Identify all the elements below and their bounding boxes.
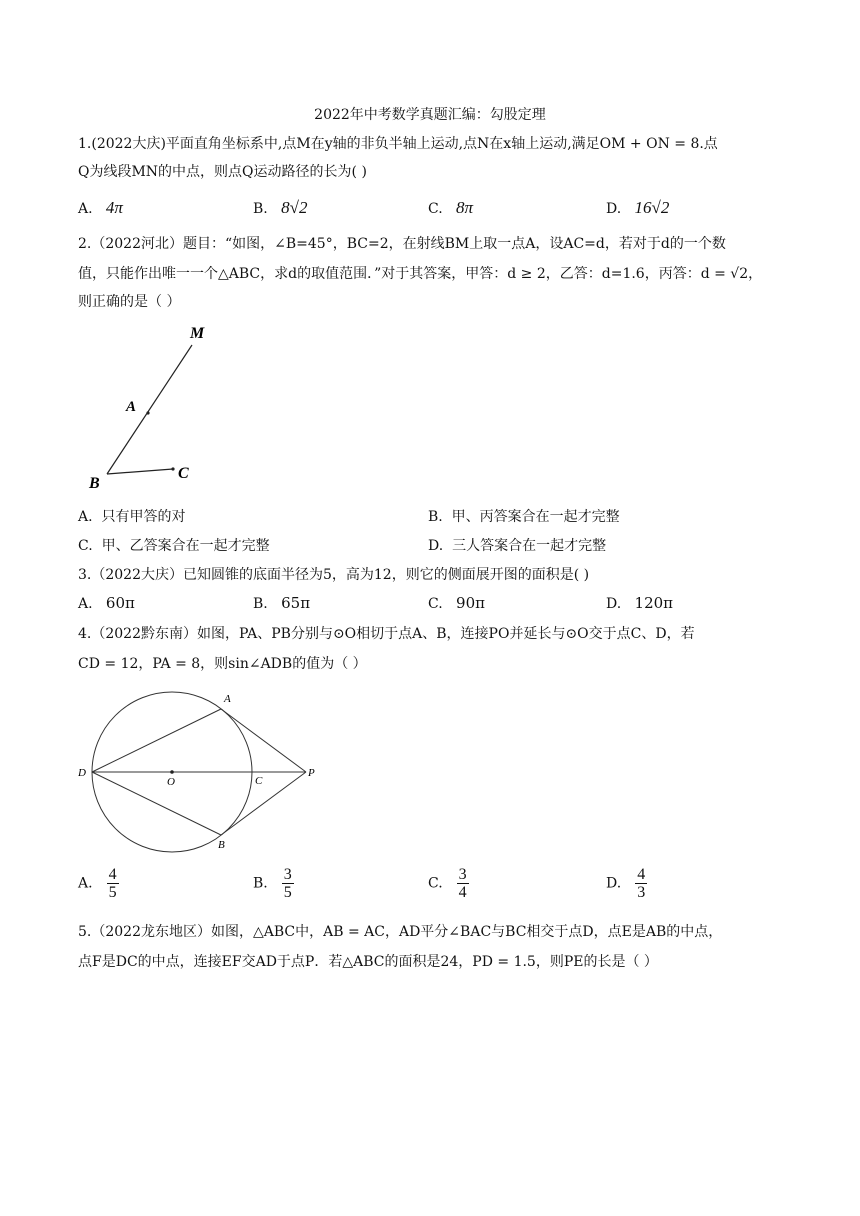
q1-option-d xyxy=(606,198,669,218)
q2-option-d xyxy=(428,535,606,555)
option-fraction xyxy=(107,866,119,901)
option-value: 120π xyxy=(634,594,674,612)
label-p: P xyxy=(308,767,315,779)
label-c: C xyxy=(255,775,263,787)
label-d: D xyxy=(78,767,86,779)
denominator: 5 xyxy=(108,884,117,901)
option-value: 16√2 xyxy=(634,198,670,217)
q3-stem-line1: 3.（2022大庆）已知圆锥的底面半径为5，高为12，则它的侧面展开图的面积是( ) xyxy=(78,567,590,583)
option-fraction xyxy=(457,866,469,901)
q4-option-c xyxy=(428,866,469,901)
option-value: 甲、丙答案合在一起才完整 xyxy=(451,509,620,525)
option-value: 4π xyxy=(105,198,123,217)
numerator: 3 xyxy=(283,866,292,883)
q2-stem-line1: 2.（2022河北）题目：“如图，∠B=45°，BC=2，在射线BM上取一点A，设AC=d，若对于d的一个数 xyxy=(78,236,726,252)
option-label: C. xyxy=(428,875,443,892)
numerator: 3 xyxy=(458,866,467,883)
segment-bc xyxy=(107,469,173,474)
q2-stem-line2: 值，只能作出唯一一个△ABC，求d的取值范围．”对于其答案，甲答：d ≥ 2，乙答：d=1.6，丙答：d = √2， xyxy=(78,266,763,282)
denominator: 3 xyxy=(637,884,646,901)
q1-option-a xyxy=(78,198,123,218)
q4-option-a xyxy=(78,866,119,901)
q2-stem-line3: 则正确的是（ ） xyxy=(78,294,181,310)
option-label: A. xyxy=(78,509,93,525)
option-value: 8π xyxy=(456,198,474,217)
option-label: C. xyxy=(428,201,443,217)
denominator: 4 xyxy=(458,884,467,901)
label-c: C xyxy=(178,465,189,482)
q4-option-d xyxy=(606,866,647,901)
option-label: A. xyxy=(78,201,93,217)
option-label: B. xyxy=(253,875,268,892)
q1-stem-line1: 1.(2022大庆)平面直角坐标系中,点M在y轴的非负半轴上运动,点N在x轴上运动,满足OM + ON = 8.点 xyxy=(78,136,718,152)
option-label: C. xyxy=(428,596,443,612)
q4-stem-line1: 4.（2022黔东南）如图，PA、PB分别与⊙O相切于点A、B，连接PO并延长与⊙O交于点C、D，若 xyxy=(78,626,695,642)
q1-option-c xyxy=(428,198,473,218)
q3-option-a xyxy=(78,594,135,612)
denominator: 5 xyxy=(283,884,292,901)
page-title: 2022年中考数学真题汇编：勾股定理 xyxy=(314,107,546,123)
option-value: 甲、乙答案合在一起才完整 xyxy=(101,538,270,554)
q4-stem-line2: CD = 12，PA = 8，则sin∠ADB的值为（ ） xyxy=(78,656,367,672)
label-b: B xyxy=(89,475,100,492)
q5-stem-line1: 5.（2022龙东地区）如图，△ABC中，AB = AC，AD平分∠BAC与BC相交于点D，点E是AB的中点， xyxy=(78,924,723,940)
option-label: B. xyxy=(253,201,268,217)
option-label: D. xyxy=(428,538,444,554)
q2-option-c xyxy=(78,535,270,555)
option-label: A. xyxy=(78,596,93,612)
center-o-dot xyxy=(170,770,174,774)
tangent-pb xyxy=(221,772,306,835)
tangent-pa xyxy=(221,709,306,772)
option-value: 60π xyxy=(105,594,135,612)
label-a: A xyxy=(126,399,137,415)
option-value: 三人答案合在一起才完整 xyxy=(452,538,607,554)
q3-option-b xyxy=(253,594,310,612)
option-fraction xyxy=(282,866,294,901)
q3-option-d xyxy=(606,594,673,612)
option-value: 90π xyxy=(456,594,485,612)
option-value: 8√2 xyxy=(281,198,308,217)
option-fraction xyxy=(635,866,647,901)
q5-stem-line2: 点F是DC的中点，连接EF交AD于点P．若△ABC的面积是24，PD = 1.5，则PE的长是（ ） xyxy=(78,954,658,970)
option-label: D. xyxy=(606,596,622,612)
q4-figure-circle-tangents xyxy=(78,686,328,856)
label-a: A xyxy=(224,693,231,705)
option-label: B. xyxy=(253,596,268,612)
label-m: M xyxy=(190,325,205,342)
option-label: A. xyxy=(78,875,93,892)
option-value: 只有甲答的对 xyxy=(101,509,186,525)
point-c xyxy=(171,467,174,470)
numerator: 4 xyxy=(108,866,117,883)
option-label: B. xyxy=(428,509,443,525)
option-label: D. xyxy=(606,875,622,892)
option-label: D. xyxy=(606,201,622,217)
segment-db xyxy=(92,772,221,835)
q1-stem-line2: Q为线段MN的中点，则点Q运动路径的长为( ) xyxy=(78,164,367,180)
ray-bm xyxy=(107,345,192,474)
option-label: C. xyxy=(78,538,93,554)
segment-da xyxy=(92,709,221,772)
q4-option-b xyxy=(253,866,294,901)
q1-option-b xyxy=(253,198,307,218)
point-a xyxy=(146,411,149,414)
q2-option-a xyxy=(78,506,185,526)
q2-figure-ray-diagram xyxy=(78,318,228,493)
option-value: 65π xyxy=(281,594,311,612)
numerator: 4 xyxy=(637,866,646,883)
q2-option-b xyxy=(428,506,620,526)
q3-option-c xyxy=(428,594,485,612)
label-b: B xyxy=(218,839,225,851)
label-o: O xyxy=(167,776,175,788)
